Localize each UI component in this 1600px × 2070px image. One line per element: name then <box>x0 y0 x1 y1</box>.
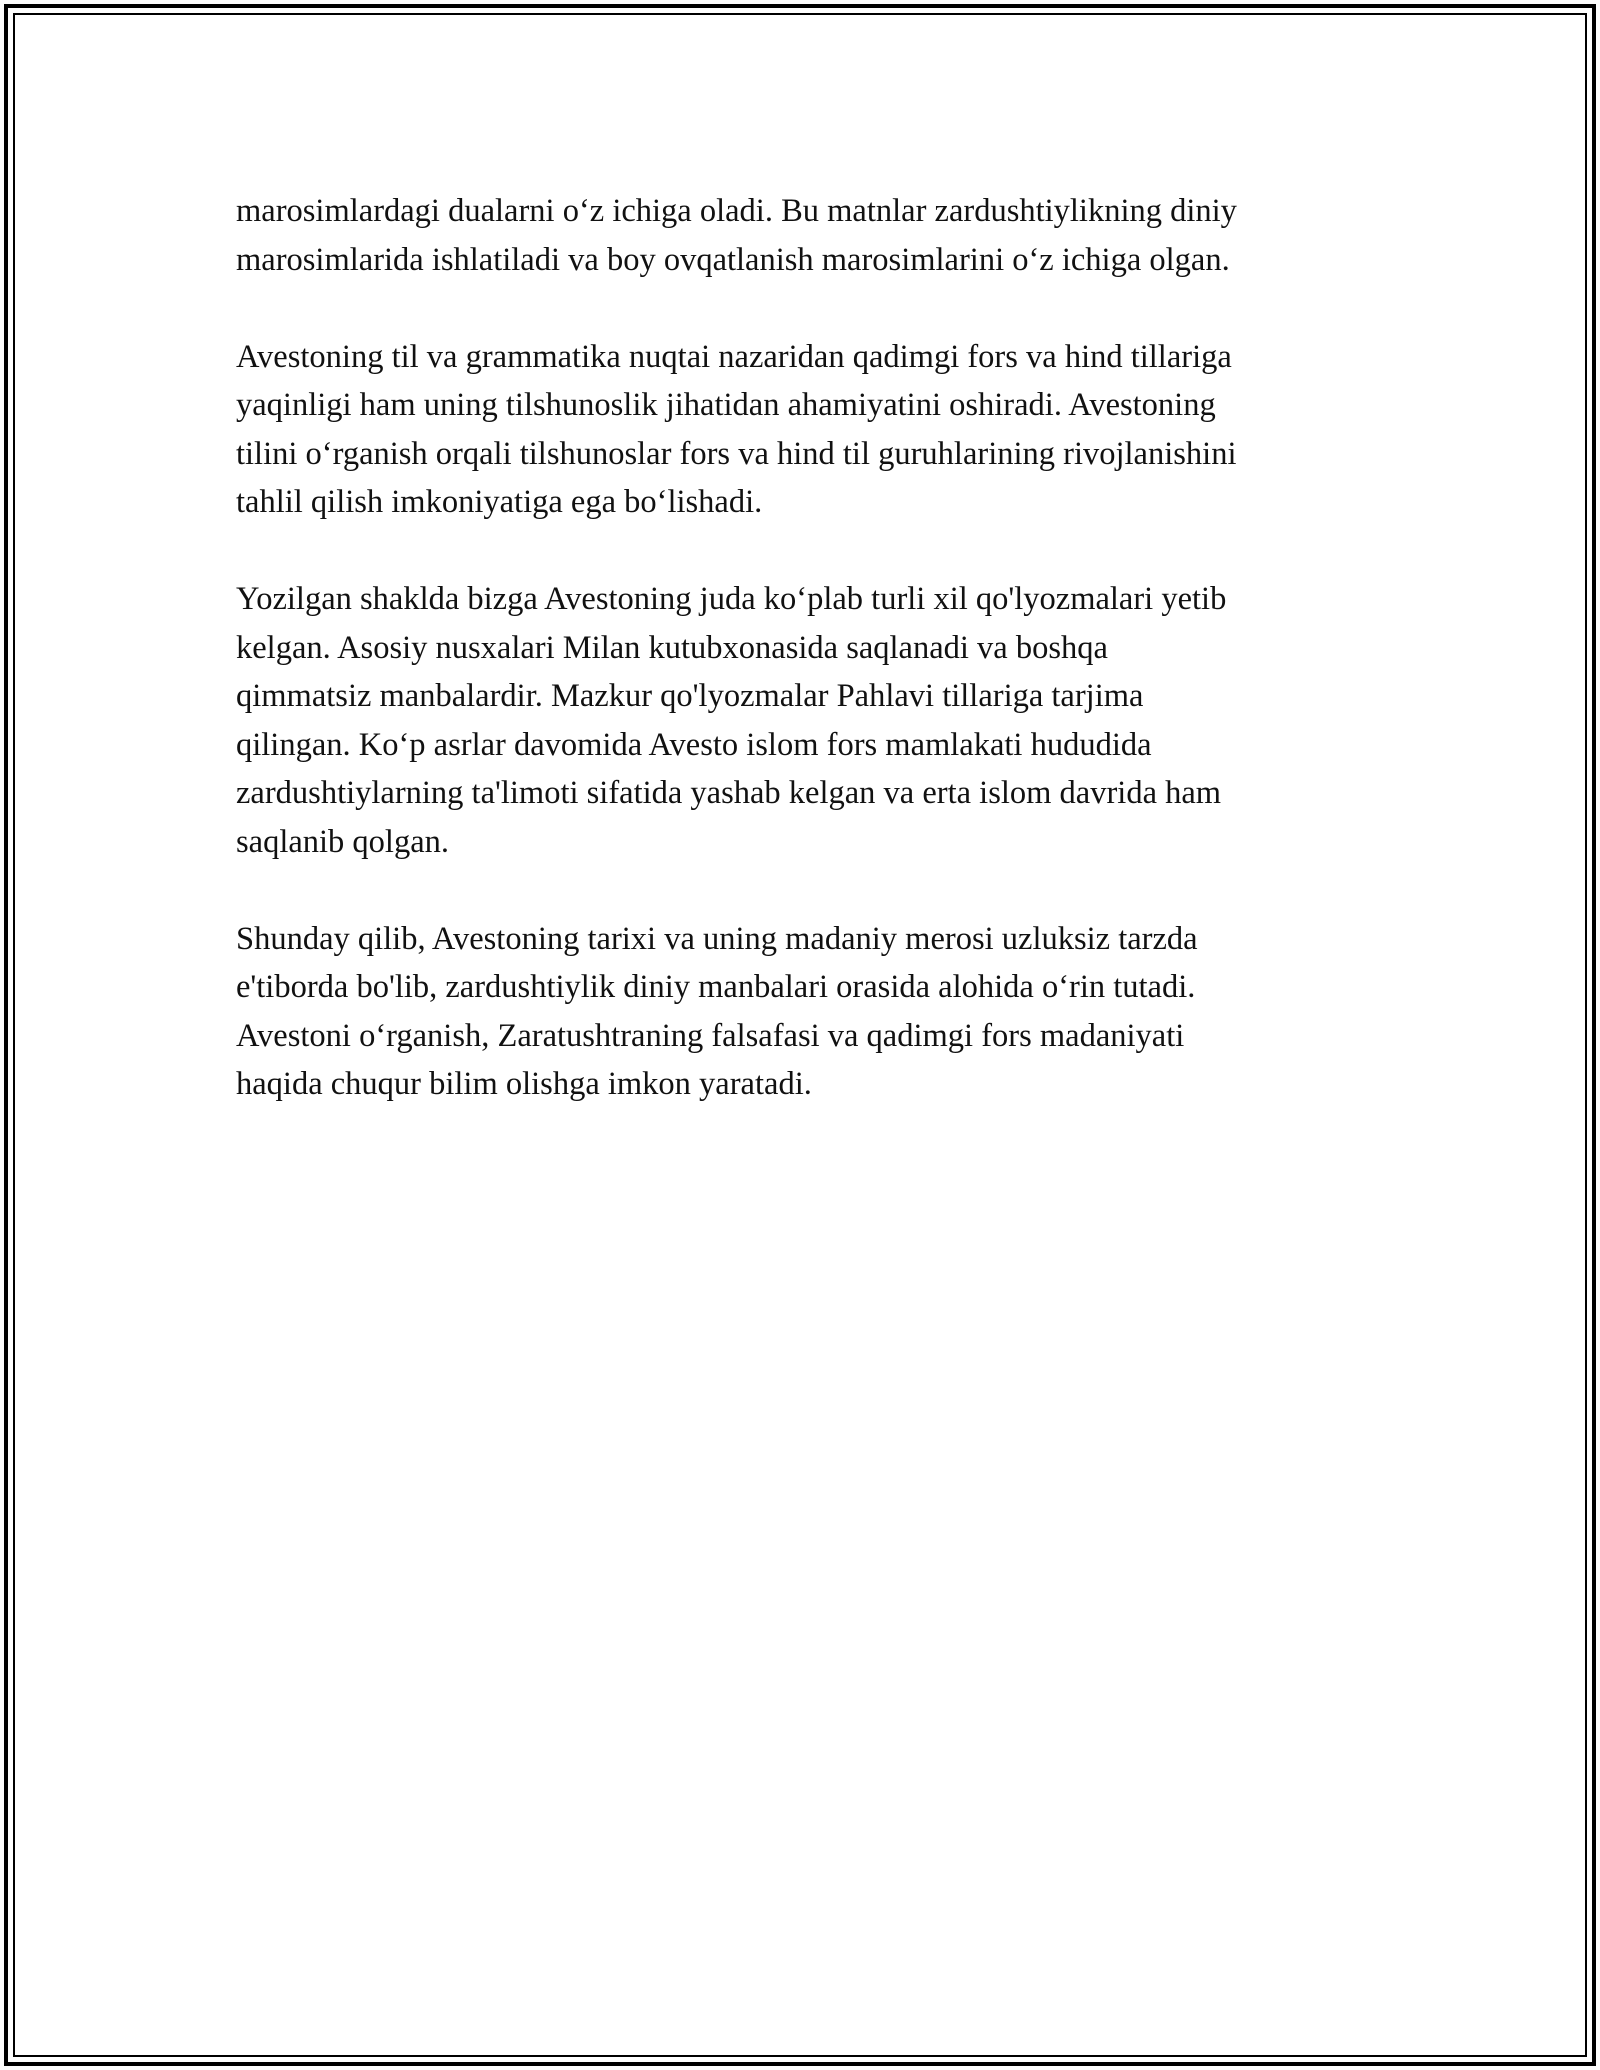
document-body <box>236 187 1396 1157</box>
paragraph-3 <box>236 575 1396 866</box>
text-line: e'tiborda bo'lib, zardushtiylik diniy manbalari orasida alohida o‘rin tutadi. <box>236 969 1196 1005</box>
paragraph-1 <box>236 187 1396 284</box>
text-line: Shunday qilib, Avestoning tarixi va uning madaniy merosi uzluksiz tarzda <box>236 920 1198 957</box>
text-line: qimmatsiz manbalardir. Mazkur qo'lyozmalar Pahlavi tillariga tarjima <box>236 678 1144 714</box>
text-line: Avestoning til va grammatika nuqtai nazaridan qadimgi fors va hind tillariga <box>236 338 1232 375</box>
text-line: tilini o‘rganish orqali tilshunoslar fors va hind til guruhlarining rivojlanishini <box>236 435 1237 472</box>
text-line: tahlil qilish imkoniyatiga ega bo‘lishadi. <box>236 484 763 520</box>
text-line: marosimlarida ishlatiladi va boy ovqatlanish marosimlarini o‘z ichiga olgan. <box>236 241 1230 278</box>
text-line: yaqinligi ham uning tilshunoslik jihatidan ahamiyatini oshiradi. Avestoning <box>236 387 1216 423</box>
text-line: zardushtiylarning ta'limoti sifatida yashab kelgan va erta islom davrida ham <box>236 775 1222 811</box>
text-line: Avestoni o‘rganish, Zaratushtraning falsafasi va qadimgi fors madaniyati <box>236 1017 1185 1054</box>
text-line: haqida chuqur bilim olishga imkon yaratadi. <box>236 1066 812 1102</box>
paragraph-4 <box>236 915 1396 1109</box>
text-line: saqlanib qolgan. <box>236 823 450 860</box>
paragraph-2 <box>236 333 1396 527</box>
text-line: qilingan. Ko‘p asrlar davomida Avesto islom fors mamlakati hududida <box>236 726 1152 763</box>
text-line: marosimlardagi dualarni o‘z ichiga oladi. Bu matnlar zardushtiylikning diniy <box>236 193 1237 229</box>
text-line: kelgan. Asosiy nusxalari Milan kutubxonasida saqlanadi va boshqa <box>236 629 1108 666</box>
text-line: Yozilgan shaklda bizga Avestoning juda ko‘plab turli xil qo'lyozmalari yetib <box>236 581 1227 617</box>
